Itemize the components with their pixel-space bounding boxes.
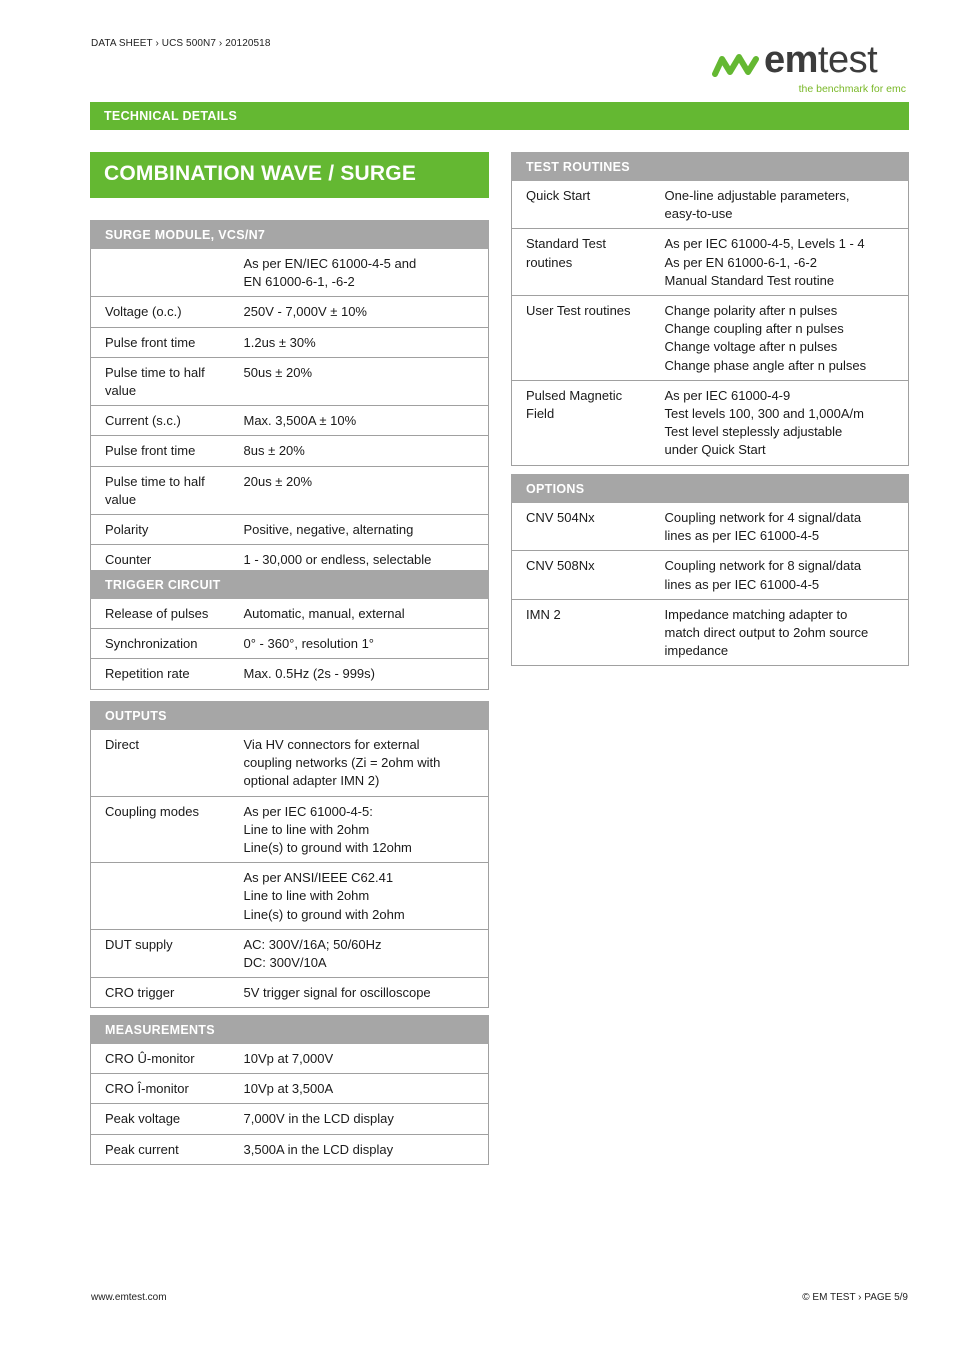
table-header: TRIGGER CIRCUIT: [91, 571, 489, 599]
table-row: [91, 599, 489, 629]
row-value: 8us ± 20%: [230, 436, 489, 466]
row-value: Automatic, manual, external: [230, 599, 489, 629]
row-value: 250V - 7,000V ± 10%: [230, 297, 489, 327]
table-header: SURGE MODULE, VCS/N7: [91, 221, 489, 249]
row-value: Max. 0.5Hz (2s - 999s): [230, 659, 489, 689]
table-row: [91, 515, 489, 545]
row-label: CRO trigger: [91, 978, 230, 1008]
row-value: 20us ± 20%: [230, 466, 489, 514]
row-label: Synchronization: [91, 629, 230, 659]
table-row: [91, 1134, 489, 1164]
table-row: [91, 1074, 489, 1104]
test-routines-table: [511, 152, 909, 466]
page-title: COMBINATION WAVE / SURGE: [90, 152, 489, 198]
table-row: [91, 629, 489, 659]
row-label: User Test routines: [512, 296, 651, 381]
row-label: DUT supply: [91, 929, 230, 977]
row-value: Impedance matching adapter to match direct output to 2ohm source impedance: [651, 599, 909, 666]
row-value: Max. 3,500A ± 10%: [230, 406, 489, 436]
row-label: CNV 504Nx: [512, 503, 651, 551]
row-label: Peak current: [91, 1134, 230, 1164]
table-row: [91, 357, 489, 405]
table-row: [91, 978, 489, 1008]
row-label: Pulse front time: [91, 436, 230, 466]
table-row: [91, 730, 489, 797]
row-label: Pulsed Magnetic Field: [512, 380, 651, 465]
table-row: [91, 249, 489, 297]
table-row: [91, 466, 489, 514]
table-row: [91, 929, 489, 977]
table-header: OUTPUTS: [91, 702, 489, 730]
section-header-technical-details: TECHNICAL DETAILS: [90, 102, 909, 130]
table-row: [91, 436, 489, 466]
table-header: TEST ROUTINES: [512, 153, 909, 181]
row-label: CNV 508Nx: [512, 551, 651, 599]
table-row: [512, 503, 909, 551]
table-row: [91, 327, 489, 357]
row-label: Coupling modes: [91, 796, 230, 863]
breadcrumb: DATA SHEET › UCS 500N7 › 20120518: [91, 38, 271, 49]
table-row: [91, 297, 489, 327]
table-row: [91, 659, 489, 689]
table-header: OPTIONS: [512, 475, 909, 503]
table-row: [512, 599, 909, 666]
footer-website: www.emtest.com: [91, 1292, 167, 1303]
row-label: IMN 2: [512, 599, 651, 666]
row-value: As per EN/IEC 61000-4-5 and EN 61000-6-1, -6-2: [230, 249, 489, 297]
row-value: 0° - 360°, resolution 1°: [230, 629, 489, 659]
options-table: [511, 474, 909, 666]
row-value: 5V trigger signal for oscilloscope: [230, 978, 489, 1008]
row-value: 10Vp at 7,000V: [230, 1044, 489, 1074]
measurements-table: [90, 1015, 489, 1165]
row-value: 10Vp at 3,500A: [230, 1074, 489, 1104]
logo-tagline: the benchmark for emc: [798, 83, 906, 95]
row-value: Coupling network for 4 signal/data lines as per IEC 61000-4-5: [651, 503, 909, 551]
row-label: Quick Start: [512, 181, 651, 229]
row-value: Via HV connectors for external coupling networks (Zi = 2ohm with optional adapter IMN 2): [230, 730, 489, 797]
row-value: 1.2us ± 30%: [230, 327, 489, 357]
row-value: As per ANSI/IEEE C62.41 Line to line with 2ohm Line(s) to ground with 2ohm: [230, 863, 489, 930]
row-value: AC: 300V/16A; 50/60Hz DC: 300V/10A: [230, 929, 489, 977]
table-header: MEASUREMENTS: [91, 1016, 489, 1044]
logo-word-em: em: [764, 39, 818, 81]
table-row: [91, 863, 489, 930]
table-row: [91, 1104, 489, 1134]
logo-word-test: test: [817, 39, 878, 81]
row-label: Counter: [91, 545, 230, 575]
trigger-circuit-table: [90, 570, 489, 690]
row-label: Repetition rate: [91, 659, 230, 689]
row-value: 1 - 30,000 or endless, selectable: [230, 545, 489, 575]
row-label: CRO Û-monitor: [91, 1044, 230, 1074]
table-row: [512, 551, 909, 599]
row-value: 50us ± 20%: [230, 357, 489, 405]
row-label: [91, 863, 230, 930]
row-label: CRO Î-monitor: [91, 1074, 230, 1104]
table-row: [91, 406, 489, 436]
row-label: Pulse time to half value: [91, 357, 230, 405]
row-value: One-line adjustable parameters, easy-to-use: [651, 181, 909, 229]
row-label: Polarity: [91, 515, 230, 545]
logo-wordmark: [764, 38, 877, 82]
table-row: [91, 1044, 489, 1074]
table-row: [512, 296, 909, 381]
row-value: Change polarity after n pulses Change coupling after n pulses Change voltage after n pulses Change phase angle after n pulses: [651, 296, 909, 381]
table-row: [512, 229, 909, 296]
row-value: 3,500A in the LCD display: [230, 1134, 489, 1164]
row-label: Current (s.c.): [91, 406, 230, 436]
row-label: [91, 249, 230, 297]
row-value: As per IEC 61000-4-9 Test levels 100, 300 and 1,000A/m Test level steplessly adjustable under Quick Start: [651, 380, 909, 465]
footer-page-info: © EM TEST › PAGE 5/9: [802, 1292, 908, 1303]
table-row: [91, 796, 489, 863]
row-label: Pulse time to half value: [91, 466, 230, 514]
row-value: Coupling network for 8 signal/data lines as per IEC 61000-4-5: [651, 551, 909, 599]
surge-module-table: [90, 220, 489, 575]
row-value: As per IEC 61000-4-5, Levels 1 - 4 As per EN 61000-6-1, -6-2 Manual Standard Test routine: [651, 229, 909, 296]
emtest-logo: [712, 39, 908, 98]
logo-wave-icon: [712, 52, 760, 78]
row-label: Release of pulses: [91, 599, 230, 629]
row-value: 7,000V in the LCD display: [230, 1104, 489, 1134]
row-label: Pulse front time: [91, 327, 230, 357]
table-row: [512, 181, 909, 229]
outputs-table: [90, 701, 489, 1008]
row-label: Voltage (o.c.): [91, 297, 230, 327]
row-value: Positive, negative, alternating: [230, 515, 489, 545]
row-value: As per IEC 61000-4-5: Line to line with 2ohm Line(s) to ground with 12ohm: [230, 796, 489, 863]
row-label: Direct: [91, 730, 230, 797]
table-row: [512, 380, 909, 465]
row-label: Standard Test routines: [512, 229, 651, 296]
row-label: Peak voltage: [91, 1104, 230, 1134]
